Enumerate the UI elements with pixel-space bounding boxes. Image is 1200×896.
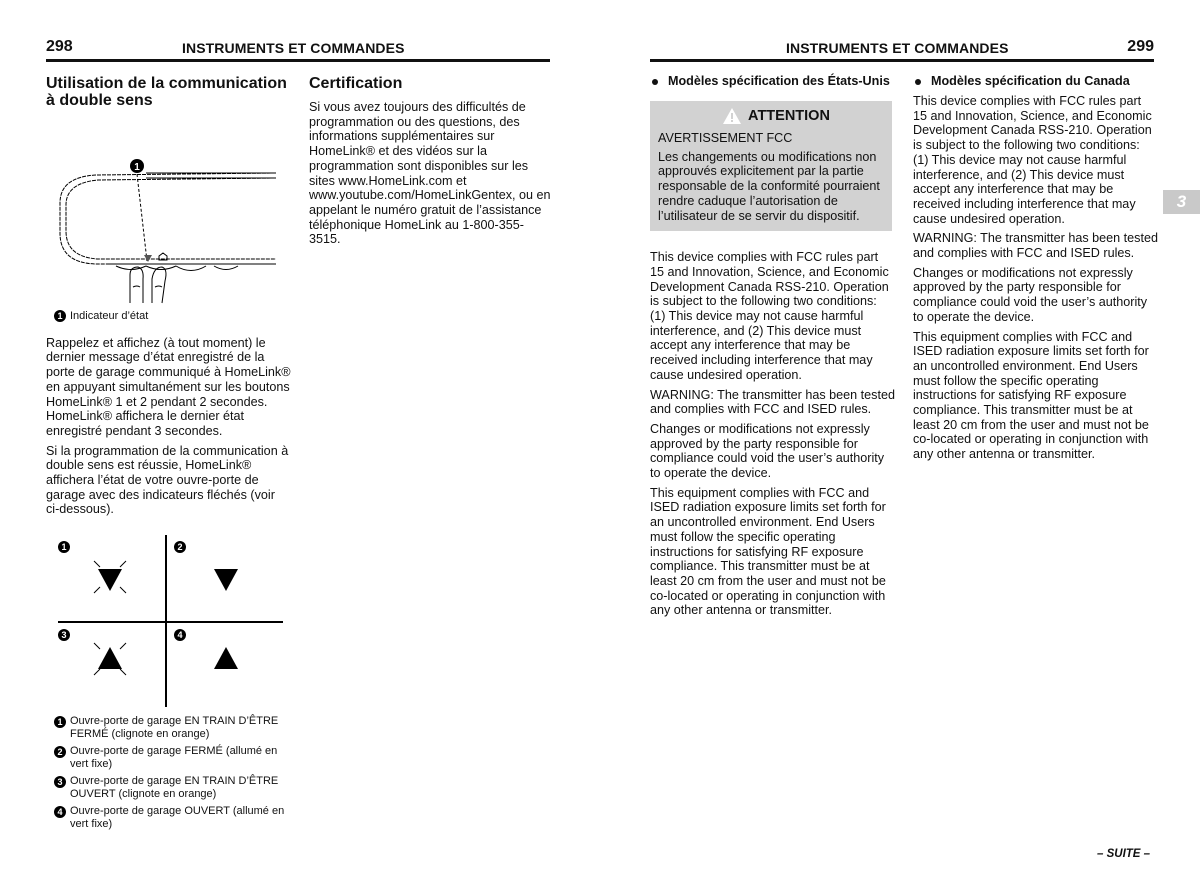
paragraph: This equipment complies with FCC and ISED radiation exposure limits set forth for an uncontrolled environment. End Users must follow the specific operating instructions for satisfying RF exposure compliance. This transmitter must be at least 20 cm from the user and must not be co-located or operating in conjunction with any other antenna or transmitter. [650,485,886,618]
status-indicator-grid [46,527,291,707]
paragraph: This device complies with FCC rules part 15 and Innovation, Science, and Economic Development Canada RSS-210. Operation is subject to the following two conditions: (1) This device may not cause harmful interference, and (2) This device must accept any interference that may be received including interference that may cause undesired operation. [650,250,889,382]
attention-box [650,101,892,231]
paragraph: This device complies with FCC rules part 15 and Innovation, Science, and Economic Development Canada RSS-210. Operation is subject to the following two conditions: (1) This device may not cause harmful interference, and (2) This device must accept any interference that may be received including interference that may cause undesired operation. [913,94,1152,226]
paragraph: Changes or modifications not expressly approved by the party responsible for compliance could void the user’s authority to operate the device. [650,421,885,481]
left-page-header [46,38,550,62]
paragraph: WARNING: The transmitter has been tested and complies with FCC and ISED rules. [913,231,1158,261]
triangle-up-flashing-icon [90,639,130,679]
cell-badge: 3 [58,629,70,641]
figure-caption [54,309,291,324]
continued-footer: – SUITE – [1097,848,1151,860]
legend-badge: 2 [54,746,66,758]
legend-badge: 1 [54,716,66,728]
section-title: Certification [309,75,403,92]
page-number: 299 [1127,38,1154,55]
attention-header [668,105,884,127]
triangle-up-icon [206,639,246,679]
cell-badge: 2 [174,541,186,553]
attention-body: Les changements ou modifications non approuvés explicitement par la partie responsable de la conformité pourraient rendre caduque l’autorisation de l’utilisateur de se servir du dispositif. [658,149,880,223]
svg-text:1: 1 [134,162,140,173]
legend-item [54,745,291,771]
chapter-tab[interactable]: 3 [1163,190,1200,214]
triangle-down-flashing-icon [90,557,130,597]
paragraph: Si la programmation de la communication à double sens est réussie, HomeLink® affichera l’état de votre ouvre-porte de garage avec des indicateurs fléchés (voir ci-dessous). [46,443,289,517]
legend-text: Ouvre-porte de garage FERMÉ (allumé en vert fixe) [70,745,278,771]
legend-text: Ouvre-porte de garage OUVERT (allumé en vert fixe) [70,805,285,831]
bullet-icon [915,79,921,85]
rearview-mirror-icon [46,123,291,305]
section-title: Utilisation de la communication à double sens [46,75,287,109]
mirror-illustration [46,123,291,305]
column-us-models [650,74,895,623]
callout-badge: 1 [54,310,66,322]
triangle-down-icon [206,557,246,597]
legend-item [54,805,291,831]
legend-item [54,715,291,741]
attention-subtitle: AVERTISSEMENT FCC [658,131,793,145]
cell-badge: 1 [58,541,70,553]
caption-text: Indicateur d’état [70,310,149,322]
legend-text: Ouvre-porte de garage EN TRAIN D’ÊTRE FERMÉ (clignote en orange) [70,715,279,741]
paragraph: Rappelez et affichez (à tout moment) le dernier message d’état enregistré de la porte de garage communiqué à HomeLink® en appuyant simultanément sur les boutons HomeLink® 1 et 2 pendant 2 secondes. HomeLink® affichera le dernier état enregistré pendant 3 secondes. [46,335,291,438]
heading-text: Modèles spécification du Canada [931,74,1130,88]
right-page-header [650,38,1154,62]
warning-triangle-icon [722,107,742,125]
column-two-way-communication [46,75,291,835]
column-certification [309,75,554,252]
column-canada-models [913,74,1158,467]
cell-badge: 4 [174,629,186,641]
running-header: INSTRUMENTS ET COMMANDES [182,40,405,56]
paragraph: Changes or modifications not expressly approved by the party responsible for compliance could void the user’s authority to operate the device. [913,265,1148,324]
legend-item [54,775,291,801]
indicator-legend [54,715,291,831]
legend-badge: 3 [54,776,66,788]
heading-text: Modèles spécification des États-Unis [668,74,890,88]
bullet-icon [652,79,658,85]
legend-badge: 4 [54,806,66,818]
running-header: INSTRUMENTS ET COMMANDES [786,40,1009,56]
paragraph: This equipment complies with FCC and ISED radiation exposure limits set forth for an uncontrolled environment. End Users must follow the specific operating instructions for satisfying RF exposure compliance. This transmitter must be at least 20 cm from the user and must not be co-located or operating in conjunction with any other antenna or transmitter. [913,329,1149,462]
bullet-heading [913,74,1158,89]
paragraph: Si vous avez toujours des difficultés de programmation ou des questions, des informations supplémentaires sur HomeLink® et des vidéos sur la programmation sont disponibles sur les sites www.HomeLink.com et www.youtube.com/HomeLinkGentex, ou en appelant le numéro gratuit de l’assistance téléphonique HomeLink au 1-800-355-3515. [309,100,551,247]
grid-divider-horizontal [58,621,283,623]
legend-text: Ouvre-porte de garage EN TRAIN D’ÊTRE OUVERT (clignote en orange) [70,775,279,801]
attention-title: ATTENTION [748,107,830,124]
page-number: 298 [46,38,73,55]
paragraph: WARNING: The transmitter has been tested and complies with FCC and ISED rules. [650,387,895,417]
bullet-heading [650,74,895,89]
